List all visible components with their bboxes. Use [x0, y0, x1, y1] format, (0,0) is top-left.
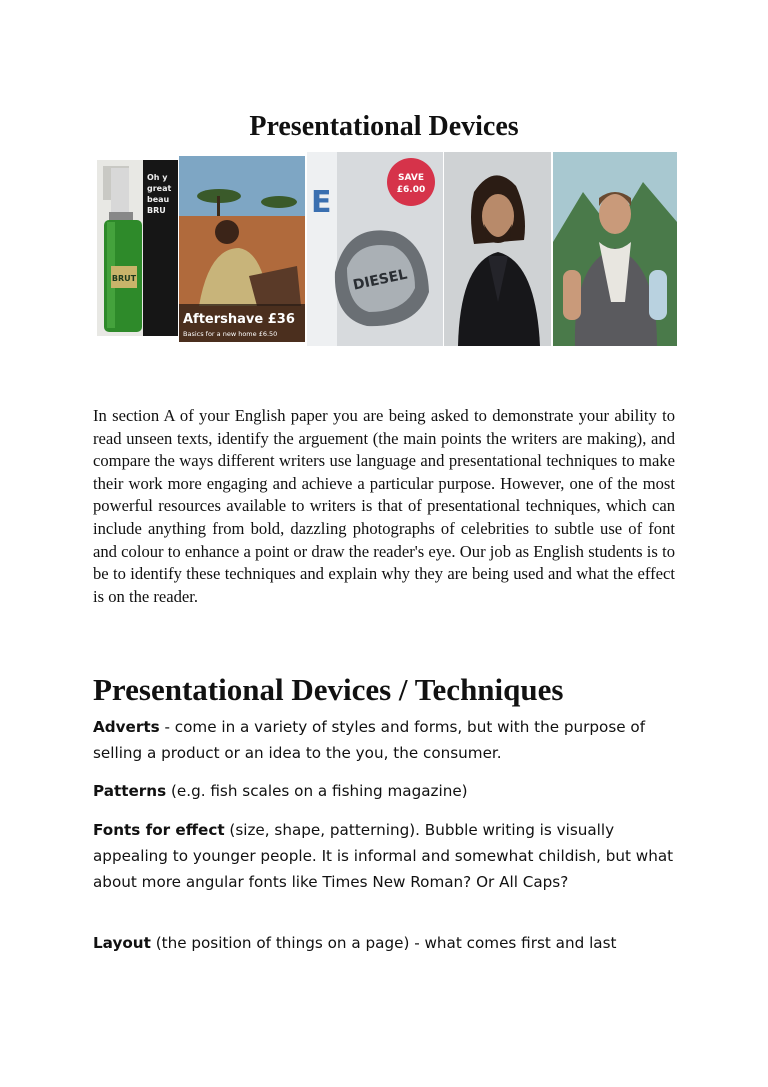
- item-layout: [93, 930, 683, 956]
- item-term: Layout: [93, 934, 151, 952]
- item-text: (size, shape, patterning). Bubble writing is visually appealing to younger people. It is informal and somewhat childish, but what about more angular fonts like Times New Roman? Or All Caps?: [93, 821, 674, 891]
- brut-label: BRUT: [111, 274, 137, 283]
- item-term: Fonts for effect: [93, 821, 225, 839]
- item-fonts-for-effect: [93, 817, 683, 895]
- man-long-hair-photo: [444, 152, 551, 346]
- man-scarf-photo: [553, 152, 677, 346]
- item-adverts: [93, 714, 683, 766]
- svg-text:BRU: BRU: [147, 206, 166, 215]
- item-text: - come in a variety of styles and forms, but with the purpose of selling a product or an idea to the you, the consumer.: [93, 718, 646, 762]
- svg-text:E: E: [311, 185, 332, 220]
- item-term: Patterns: [93, 782, 167, 800]
- diesel-bottle-photo: [307, 152, 443, 346]
- svg-text:Oh y: Oh y: [147, 173, 168, 182]
- item-text: (the position of things on a page) - what comes first and last: [150, 934, 617, 952]
- section-heading: Presentational Devices / Techniques: [93, 672, 564, 707]
- aftershave-ad-caption: Aftershave £36: [183, 312, 295, 327]
- svg-text:beau: beau: [147, 195, 170, 204]
- aftershave-bottle-photo: [97, 160, 178, 336]
- save-badge-bottom: £6.00: [396, 185, 426, 195]
- item-text: (e.g. fish scales on a fishing magazine): [166, 782, 468, 800]
- item-patterns: [93, 778, 683, 804]
- aftershave-ad-photo: [179, 156, 305, 342]
- aftershave-ad-subcaption: Basics for a new home £6.50: [183, 330, 278, 338]
- item-term: Adverts: [93, 718, 160, 736]
- save-badge-top: SAVE: [398, 173, 424, 183]
- svg-text:great: great: [147, 184, 172, 193]
- diesel-label: DIESEL: [351, 266, 409, 294]
- page-title: Presentational Devices: [249, 110, 519, 142]
- intro-paragraph: In section A of your English paper you are being asked to demonstrate your ability to read unseen texts, identify the arguement (the main points the writers are making), and compare the ways different writers use language and presentational techniques to make their work more engaging and achieve a particular purpose. However, one of the most powerful resources available to writers is that of presentational techniques, which can include anything from bold, dazzling photographs of celebrities to subtle use of font and colour to enhance a point or draw the reader's eye. Our job as English students is to be to identify these techniques and explain why they are being used and what the effect is on the reader.: [93, 406, 675, 606]
